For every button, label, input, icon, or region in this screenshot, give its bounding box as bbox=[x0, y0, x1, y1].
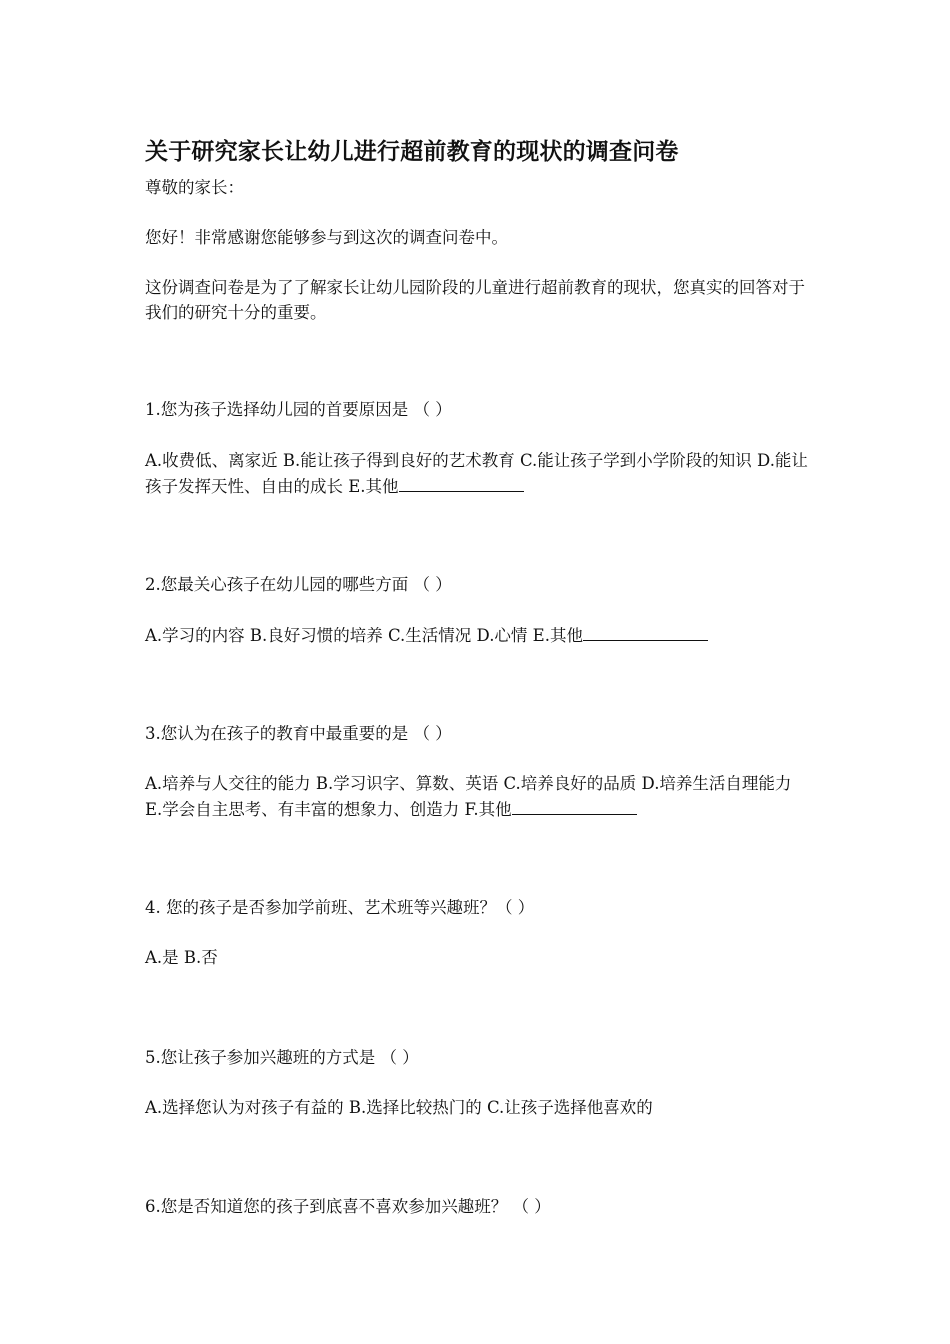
question-2-options-text: A.学习的内容 B.良好习惯的培养 C.生活情况 D.心情 E.其他 bbox=[145, 626, 583, 645]
question-5-options: A.选择您认为对孩子有益的 B.选择比较热门的 C.让孩子选择他喜欢的 bbox=[145, 1098, 653, 1117]
question-6: 6.您是否知道您的孩子到底喜不喜欢参加兴趣班？ （ ） bbox=[145, 1197, 551, 1216]
question-1-options bbox=[145, 448, 810, 499]
question-2-options bbox=[145, 622, 810, 648]
question-3-options-text: A.培养与人交往的能力 B.学习识字、算数、英语 C.培养良好的品质 D.培养生活自理能力 E.学会自主思考、有丰富的想象力、创造力 F.其他 bbox=[145, 774, 792, 819]
question-3-options bbox=[145, 771, 810, 822]
intro-line: 您好！非常感谢您能够参与到这次的调查问卷中。 bbox=[145, 228, 508, 247]
question-3: 3.您认为在孩子的教育中最重要的是 （ ） bbox=[145, 724, 452, 743]
question-1-options-text: A.收费低、离家近 B.能让孩子得到良好的艺术教育 C.能让孩子学到小学阶段的知识 D.能让孩子发挥天性、自由的成长 E.其他 bbox=[145, 451, 808, 496]
question-4-options: A.是 B.否 bbox=[145, 948, 218, 967]
answer-blank bbox=[399, 473, 524, 492]
question-1: 1.您为孩子选择幼儿园的首要原因是 （ ） bbox=[145, 400, 452, 419]
document-title: 关于研究家长让幼儿进行超前教育的现状的调查问卷 bbox=[145, 138, 679, 165]
purpose-paragraph: 这份调查问卷是为了了解家长让幼儿园阶段的儿童进行超前教育的现状，您真实的回答对于我们的研究十分的重要。 bbox=[145, 278, 805, 322]
greeting: 尊敬的家长： bbox=[145, 178, 244, 197]
answer-blank bbox=[583, 622, 708, 641]
question-5: 5.您让孩子参加兴趣班的方式是 （ ） bbox=[145, 1048, 419, 1067]
question-2: 2.您最关心孩子在幼儿园的哪些方面 （ ） bbox=[145, 575, 452, 594]
answer-blank bbox=[512, 796, 637, 815]
question-4: 4. 您的孩子是否参加学前班、艺术班等兴趣班？（ ） bbox=[145, 898, 535, 917]
